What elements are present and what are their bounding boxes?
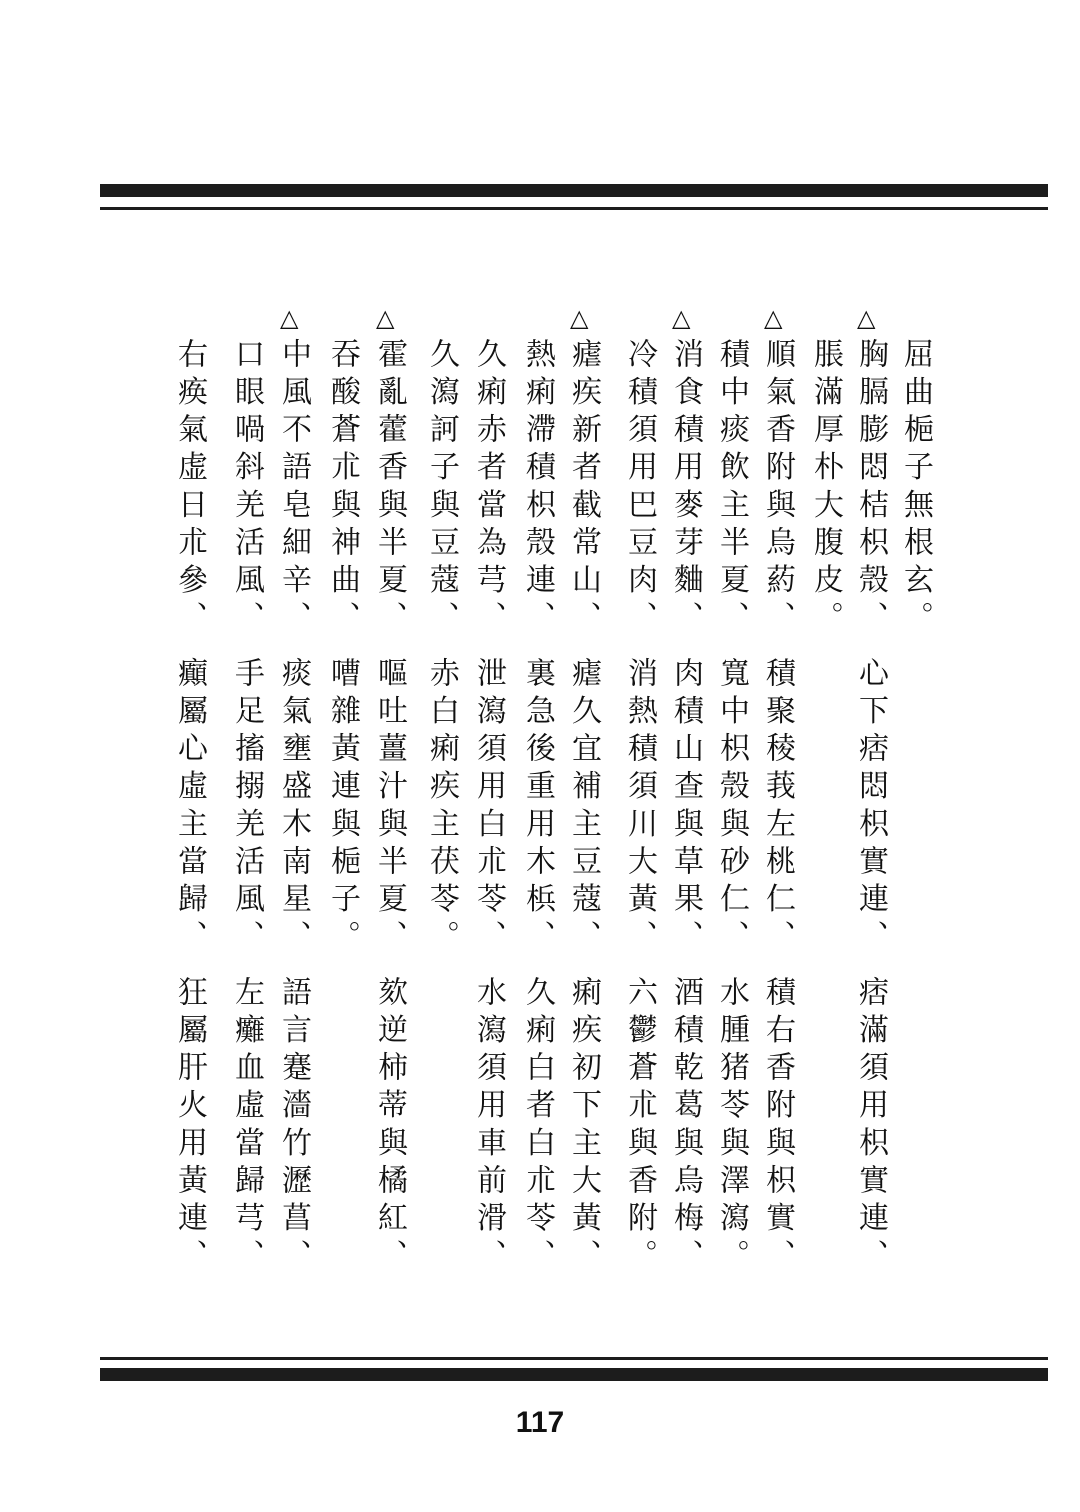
column-text: 赤白痢疾主茯苓。	[424, 657, 459, 958]
column-text: 口眼喎斜羌活風、	[229, 338, 264, 639]
column-text: 泄瀉須用白朮苓、	[471, 657, 506, 958]
column-text: 脹滿厚朴大腹皮。	[808, 338, 843, 639]
triangle-marker-icon: △	[570, 304, 589, 332]
column-text: 吞酸蒼朮與神曲、	[325, 338, 360, 639]
column-text: 消熱積須川大黃、	[622, 657, 657, 958]
column-text: 右痪氣虚日朮參、	[172, 338, 207, 639]
column-text: 手足搐搦羌活風、	[229, 657, 264, 958]
column-text: 積聚稜莪左桃仁、	[760, 657, 795, 958]
column-text: 痞滿須用枳實連、	[853, 976, 888, 1277]
triangle-marker-icon: △	[672, 304, 691, 332]
column-text: 水瀉須用車前滑、	[471, 976, 506, 1277]
column-text: 痰氣壅盛木南星、	[276, 657, 311, 958]
column-text: 消食積用麥芽麯、	[668, 338, 703, 639]
top-thick-rule	[100, 184, 1048, 197]
column-text: 水腫猪苓與澤瀉。	[714, 976, 749, 1277]
column-text: 霍亂藿香與半夏、	[372, 338, 407, 639]
column-text: 肉積山查與草果、	[668, 657, 703, 958]
triangle-marker-icon: △	[280, 304, 299, 332]
bottom-thin-rule	[100, 1357, 1048, 1360]
column-text: 久痢赤者當為芎、	[471, 338, 506, 639]
page-number: 117	[515, 1406, 565, 1439]
column-text: 嘔吐薑汁與半夏、	[372, 657, 407, 958]
column-text: 癲屬心虛主當歸、	[172, 657, 207, 958]
column-text: 瘧疾新者截常山、	[566, 338, 601, 639]
column-text: 狂屬肝火用黃連、	[172, 976, 207, 1277]
column-text: 嘈雜黃連與梔子。	[325, 657, 360, 958]
column-text: 左癱血虛當歸芎、	[229, 976, 264, 1277]
column-text: 酒積乾葛與烏梅、	[668, 976, 703, 1277]
column-text: 順氣香附與烏葯、	[760, 338, 795, 639]
column-text: 瘧久宜補主豆蔻、	[566, 657, 601, 958]
column-text: 熱痢滯積枳殼連、	[520, 338, 555, 639]
column-text: 六鬱蒼朮與香附。	[622, 976, 657, 1277]
triangle-marker-icon: △	[764, 304, 783, 332]
column-text: 中風不語皂細辛、	[276, 338, 311, 639]
column-text: 痢疾初下主大黃、	[566, 976, 601, 1277]
column-text: 積右香附與枳實、	[760, 976, 795, 1277]
column-text: 寬中枳殼與砂仁、	[714, 657, 749, 958]
top-thin-rule	[100, 207, 1048, 210]
column-text: 裏急後重用木梹、	[520, 657, 555, 958]
column-text: 欬逆柿蒂與橘紅、	[372, 976, 407, 1277]
column-text: 久瀉訶子與豆蔻、	[424, 338, 459, 639]
column-text: 胸膈膨悶桔枳殼、	[853, 338, 888, 639]
column-text: 語言蹇濇竹瀝菖、	[276, 976, 311, 1277]
bottom-thick-rule	[100, 1368, 1048, 1381]
triangle-marker-icon: △	[857, 304, 876, 332]
column-text: 屈曲梔子無根玄。	[898, 338, 933, 639]
column-text: 久痢白者白朮苓、	[520, 976, 555, 1277]
column-text: 積中痰飲主半夏、	[714, 338, 749, 639]
column-text: 心下痞悶枳實連、	[853, 657, 888, 958]
triangle-marker-icon: △	[376, 304, 395, 332]
column-text: 冷積須用巴豆肉、	[622, 338, 657, 639]
